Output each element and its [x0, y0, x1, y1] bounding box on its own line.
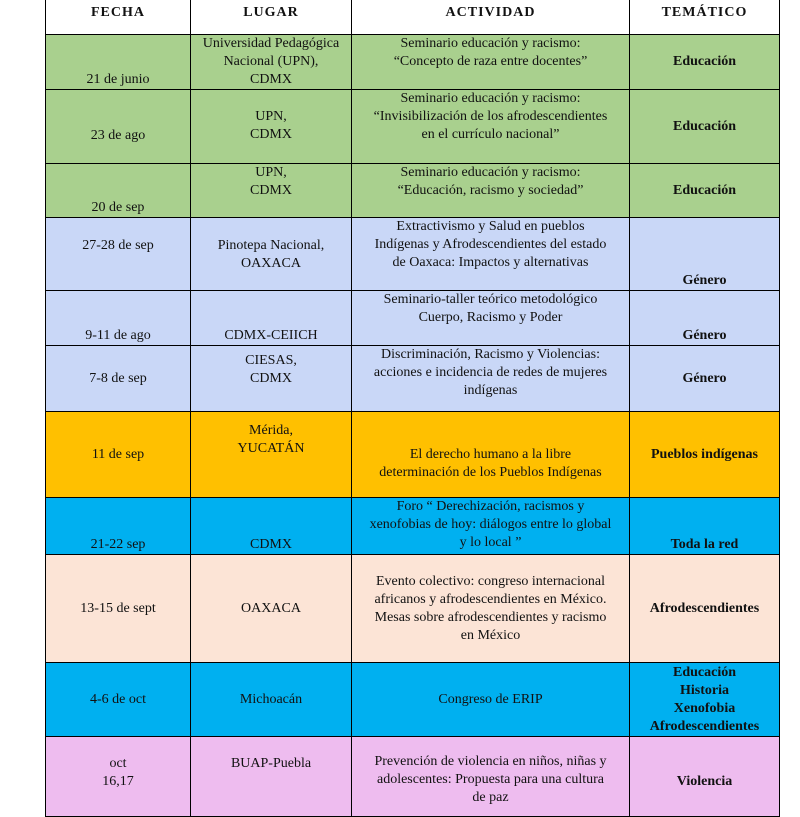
table-row — [46, 291, 780, 346]
cell-fecha: 13-15 de sept — [46, 555, 191, 663]
table-row — [46, 346, 780, 412]
cell-fecha: 21-22 sep — [46, 498, 191, 555]
cell-actividad: Seminario educación y racismo: “Concepto de raza entre docentes” — [352, 35, 630, 90]
cell-fecha: oct 16,17 — [46, 737, 191, 817]
cell-lugar: Universidad Pedagógica Nacional (UPN), CDMX — [191, 35, 352, 90]
cell-fecha: 27-28 de sep — [46, 218, 191, 291]
cell-actividad: Seminario educación y racismo: “Invisibilización de los afrodescendientes en el currículo nacional” — [352, 90, 630, 164]
cell-tematico: Violencia — [630, 737, 780, 817]
table-row — [46, 35, 780, 90]
table-row — [46, 164, 780, 218]
cell-actividad: Discriminación, Racismo y Violencias: acciones e incidencia de redes de mujeres indígenas — [352, 346, 630, 412]
cell-lugar: Mérida, YUCATÁN — [191, 412, 352, 498]
cell-tematico: Afrodescendientes — [630, 555, 780, 663]
header-lugar: LUGAR — [191, 0, 352, 35]
cell-tematico: Educación — [630, 90, 780, 164]
table-row — [46, 663, 780, 737]
cell-fecha: 11 de sep — [46, 412, 191, 498]
cell-actividad: Congreso de ERIP — [352, 663, 630, 737]
table-row — [46, 218, 780, 291]
table-row — [46, 498, 780, 555]
cell-lugar: CIESAS, CDMX — [191, 346, 352, 412]
cell-actividad: Prevención de violencia en niños, niñas y adolescentes: Propuesta para una cultura de paz — [352, 737, 630, 817]
cell-lugar: UPN, CDMX — [191, 164, 352, 218]
cell-fecha: 21 de junio — [46, 35, 191, 90]
cell-tematico: Pueblos indígenas — [630, 412, 780, 498]
cell-fecha: 7-8 de sep — [46, 346, 191, 412]
cell-actividad: El derecho humano a la libre determinación de los Pueblos Indígenas — [352, 412, 630, 498]
table-row — [46, 90, 780, 164]
cell-actividad: Foro “ Derechización, racismos y xenofobias de hoy: diálogos entre lo global y lo local ” — [352, 498, 630, 555]
cell-tematico: Género — [630, 291, 780, 346]
activities-table — [45, 0, 780, 817]
cell-fecha: 4-6 de oct — [46, 663, 191, 737]
cell-lugar: BUAP-Puebla — [191, 737, 352, 817]
cell-actividad: Seminario-taller teórico metodológico Cuerpo, Racismo y Poder — [352, 291, 630, 346]
cell-lugar: UPN, CDMX — [191, 90, 352, 164]
cell-actividad: Evento colectivo: congreso internacional africanos y afrodescendientes en México. Mesas sobre afrodescendientes y racismo en México — [352, 555, 630, 663]
header-tematico: TEMÁTICO — [630, 0, 780, 35]
header-row — [46, 0, 780, 35]
cell-actividad: Extractivismo y Salud en pueblos Indígenas y Afrodescendientes del estado de Oaxaca: Impactos y alternativas — [352, 218, 630, 291]
cell-fecha: 23 de ago — [46, 90, 191, 164]
cell-actividad: Seminario educación y racismo: “Educación, racismo y sociedad” — [352, 164, 630, 218]
cell-lugar: Michoacán — [191, 663, 352, 737]
header-actividad: ACTIVIDAD — [352, 0, 630, 35]
cell-tematico: Toda la red — [630, 498, 780, 555]
cell-lugar: OAXACA — [191, 555, 352, 663]
cell-lugar: CDMX-CEIICH — [191, 291, 352, 346]
cell-fecha: 9-11 de ago — [46, 291, 191, 346]
table-row — [46, 737, 780, 817]
cell-tematico: Género — [630, 218, 780, 291]
table-row — [46, 555, 780, 663]
cell-lugar: CDMX — [191, 498, 352, 555]
header-fecha: FECHA — [46, 0, 191, 35]
table-row — [46, 412, 780, 498]
cell-tematico: Género — [630, 346, 780, 412]
cell-tematico: Educación — [630, 35, 780, 90]
cell-lugar: Pinotepa Nacional, OAXACA — [191, 218, 352, 291]
cell-fecha: 20 de sep — [46, 164, 191, 218]
cell-tematico: Educación — [630, 164, 780, 218]
cell-tematico: Educación Historia Xenofobia Afrodescendientes — [630, 663, 780, 737]
